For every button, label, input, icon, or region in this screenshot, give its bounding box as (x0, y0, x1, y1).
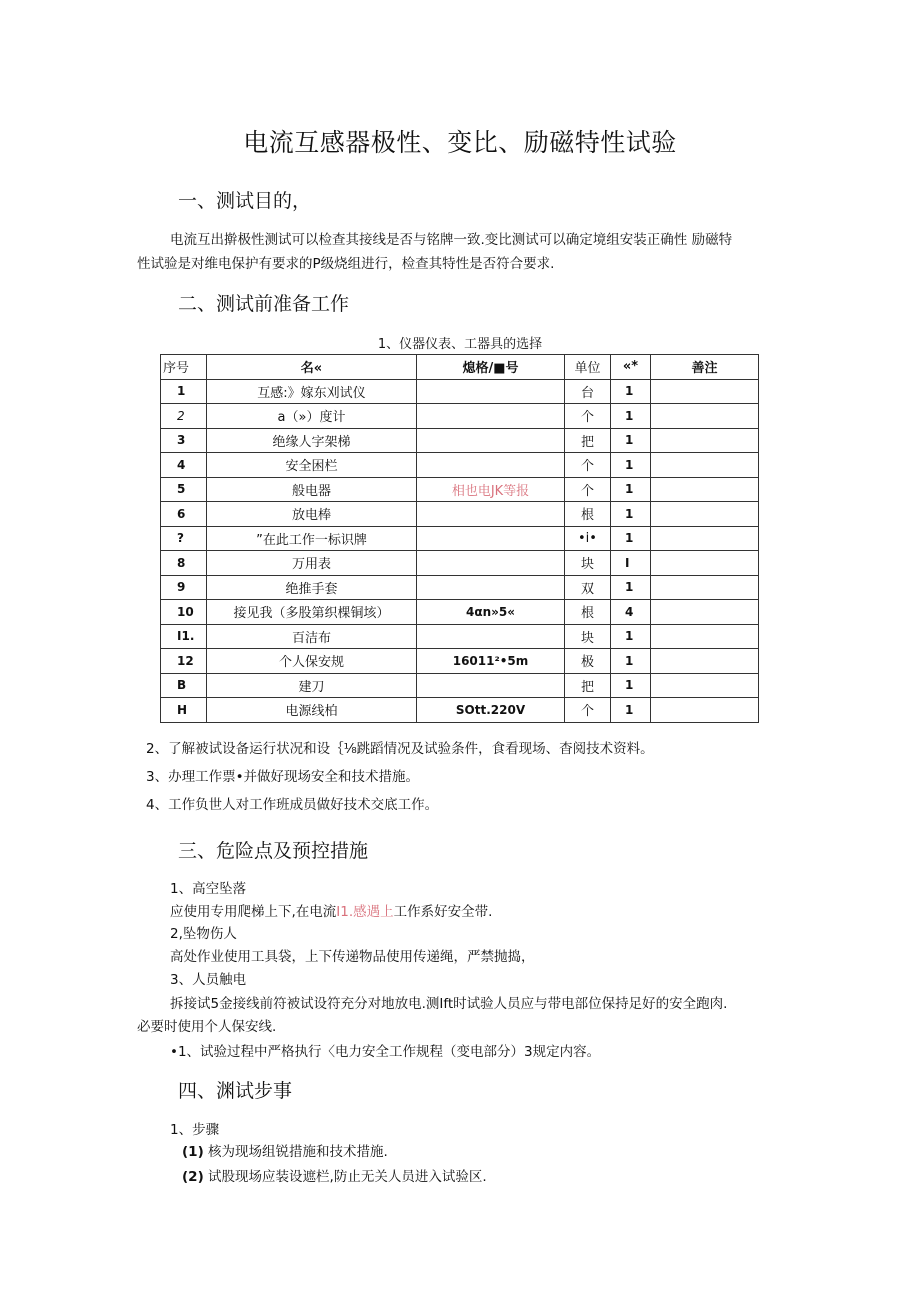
header-qty: «* (611, 355, 651, 380)
cell-qty: 1 (611, 649, 651, 674)
page-title: 电流互感器极性、变比、励磁特性试验 (243, 128, 677, 157)
cell-no: B (161, 673, 207, 698)
table-row (161, 502, 759, 527)
hazard-3-text-line-1: 拆接试5金接线前符被试设符充分对地放电.测Ift时试验人员应与带电部位保持足好的安全跑肉. (170, 996, 728, 1012)
steps-title: 1、步骤 (170, 1122, 220, 1138)
step-1-text: 核为现场组锐措施和技术措施. (208, 1144, 388, 1160)
cell-note (651, 624, 759, 649)
cell-name: 接见我（多股第织棵铜垓） (207, 600, 417, 625)
cell-no: 4 (161, 453, 207, 478)
cell-qty: 1 (611, 453, 651, 478)
prep-item-2: 2、了解被试设备运行状况和设｛⅛跳蹈情况及试验条件，食看现场、杳阅技术资料。 (146, 741, 654, 757)
cell-spec: 相也电JK等报 (417, 477, 565, 502)
cell-qty: 1 (611, 428, 651, 453)
cell-no: 6 (161, 502, 207, 527)
hazard-1-title: 1、高空坠落 (170, 881, 247, 897)
cell-spec (417, 502, 565, 527)
header-no: 序号 (161, 355, 207, 380)
cell-unit: 双 (565, 575, 611, 600)
cell-unit: 个 (565, 453, 611, 478)
cell-spec: 16011²•5m (417, 649, 565, 674)
cell-qty: 1 (611, 404, 651, 429)
section-heading-steps: 四、渊试步事 (178, 1080, 293, 1102)
hazard-4-text: •1、试验过程中严格执行〈电力安全工作规程（变电部分）3规定内容。 (170, 1044, 601, 1060)
cell-unit: 个 (565, 404, 611, 429)
hazard-1-text (170, 900, 492, 920)
purpose-paragraph-line-2: 性试验是对维电保护有要求的P级烧组进行，检查其特性是否符合要求. (137, 256, 555, 272)
cell-spec (417, 404, 565, 429)
hazard-1-text-part-b: 工作系好安全带. (393, 904, 493, 920)
cell-name: 电源线柏 (207, 698, 417, 723)
cell-unit: 根 (565, 502, 611, 527)
cell-name: 建刀 (207, 673, 417, 698)
cell-spec (417, 526, 565, 551)
cell-name: ”在此工作一标识牌 (207, 526, 417, 551)
header-note: 善注 (651, 355, 759, 380)
cell-no: 10 (161, 600, 207, 625)
table-row (161, 673, 759, 698)
cell-no: 1 (161, 379, 207, 404)
table-row (161, 453, 759, 478)
hazard-3-title: 3、人员触电 (170, 972, 247, 988)
cell-spec (417, 575, 565, 600)
cell-name: 安全困栏 (207, 453, 417, 478)
cell-note (651, 453, 759, 478)
cell-qty: 1 (611, 624, 651, 649)
table-row (161, 698, 759, 723)
step-1-number: (1) (182, 1144, 204, 1160)
cell-no: 2 (161, 404, 207, 429)
table-row (161, 551, 759, 576)
section-heading-hazards: 三、危险点及预控措施 (178, 840, 369, 862)
cell-no: 3 (161, 428, 207, 453)
table-caption: 1、仪器仪表、工器具的选择 (377, 337, 543, 352)
hazard-2-text: 高处作业使用工具袋，上下传递物品使用传递绳，严禁抛捣， (170, 949, 535, 965)
table-row (161, 649, 759, 674)
cell-unit: 个 (565, 477, 611, 502)
table-row (161, 404, 759, 429)
cell-qty: I (611, 551, 651, 576)
hazard-1-text-part-a: 应使用专用爬梯上下,在电流 (170, 904, 337, 920)
step-1 (182, 1140, 388, 1160)
cell-name: 百洁布 (207, 624, 417, 649)
hazard-2-title: 2,坠物伤人 (170, 926, 237, 942)
table-row (161, 600, 759, 625)
cell-no: H (161, 698, 207, 723)
step-2-number: (2) (182, 1169, 204, 1185)
cell-name: 放电棒 (207, 502, 417, 527)
step-2 (182, 1165, 487, 1185)
table-row (161, 379, 759, 404)
table-row (161, 428, 759, 453)
cell-unit: 根 (565, 600, 611, 625)
cell-qty: 1 (611, 502, 651, 527)
cell-note (651, 477, 759, 502)
header-spec: 熄格/■号 (417, 355, 565, 380)
table-header-row (161, 355, 759, 380)
table-row (161, 477, 759, 502)
cell-spec (417, 453, 565, 478)
cell-unit: 极 (565, 649, 611, 674)
prep-item-3: 3、办理工作票•并做好现场安全和技术措施。 (146, 769, 420, 785)
cell-qty: 1 (611, 698, 651, 723)
cell-note (651, 502, 759, 527)
prep-item-4: 4、工作负世人对工作班成员做好技术交底工作。 (146, 797, 439, 813)
cell-note (651, 673, 759, 698)
header-unit: 单位 (565, 355, 611, 380)
cell-spec: SOtt.220V (417, 698, 565, 723)
cell-no: ? (161, 526, 207, 551)
cell-spec (417, 551, 565, 576)
cell-qty: 1 (611, 379, 651, 404)
cell-note (651, 575, 759, 600)
cell-name: 般电器 (207, 477, 417, 502)
cell-note (651, 379, 759, 404)
cell-qty: 1 (611, 575, 651, 600)
cell-qty: 1 (611, 526, 651, 551)
table-row (161, 575, 759, 600)
section-heading-preparation: 二、测试前准备工作 (178, 293, 350, 315)
cell-name: 绝推手套 (207, 575, 417, 600)
cell-unit: 块 (565, 551, 611, 576)
header-name: 名« (207, 355, 417, 380)
cell-qty: 4 (611, 600, 651, 625)
cell-name: 个人保安规 (207, 649, 417, 674)
cell-spec: 4αn»5« (417, 600, 565, 625)
instrument-table (160, 354, 759, 723)
cell-unit: 块 (565, 624, 611, 649)
cell-unit: 把 (565, 673, 611, 698)
cell-unit: 把 (565, 428, 611, 453)
table-row (161, 526, 759, 551)
hazard-3-text-line-2: 必要时使用个人保安线. (137, 1019, 277, 1035)
cell-qty: 1 (611, 673, 651, 698)
cell-note (651, 428, 759, 453)
hazard-1-text-red: I1.感遇上 (336, 904, 394, 920)
cell-no: 12 (161, 649, 207, 674)
cell-spec (417, 379, 565, 404)
cell-no: 9 (161, 575, 207, 600)
cell-spec (417, 624, 565, 649)
cell-note (651, 404, 759, 429)
cell-unit: 台 (565, 379, 611, 404)
cell-unit: •i• (565, 526, 611, 551)
cell-unit: 个 (565, 698, 611, 723)
cell-qty: 1 (611, 477, 651, 502)
cell-spec (417, 428, 565, 453)
cell-note (651, 698, 759, 723)
cell-no: 8 (161, 551, 207, 576)
cell-name: a（»）度计 (207, 404, 417, 429)
cell-note (651, 526, 759, 551)
cell-no: I1. (161, 624, 207, 649)
cell-note (651, 600, 759, 625)
cell-name: 万用表 (207, 551, 417, 576)
cell-no: 5 (161, 477, 207, 502)
cell-spec (417, 673, 565, 698)
step-2-text: 试股现场应装设遮栏,防止无关人员进入试验区. (208, 1169, 487, 1185)
cell-note (651, 551, 759, 576)
cell-name: 绝缘人字架梯 (207, 428, 417, 453)
table-row (161, 624, 759, 649)
section-heading-purpose: 一、测试目的， (178, 190, 312, 212)
cell-name: 互感:》嫁东刈试仪 (207, 379, 417, 404)
cell-note (651, 649, 759, 674)
purpose-paragraph-line-1: 电流互出擀极性测试可以检查其接线是否与铭牌一致.变比测试可以确定境组安装正确性 励磁特 (170, 232, 733, 248)
